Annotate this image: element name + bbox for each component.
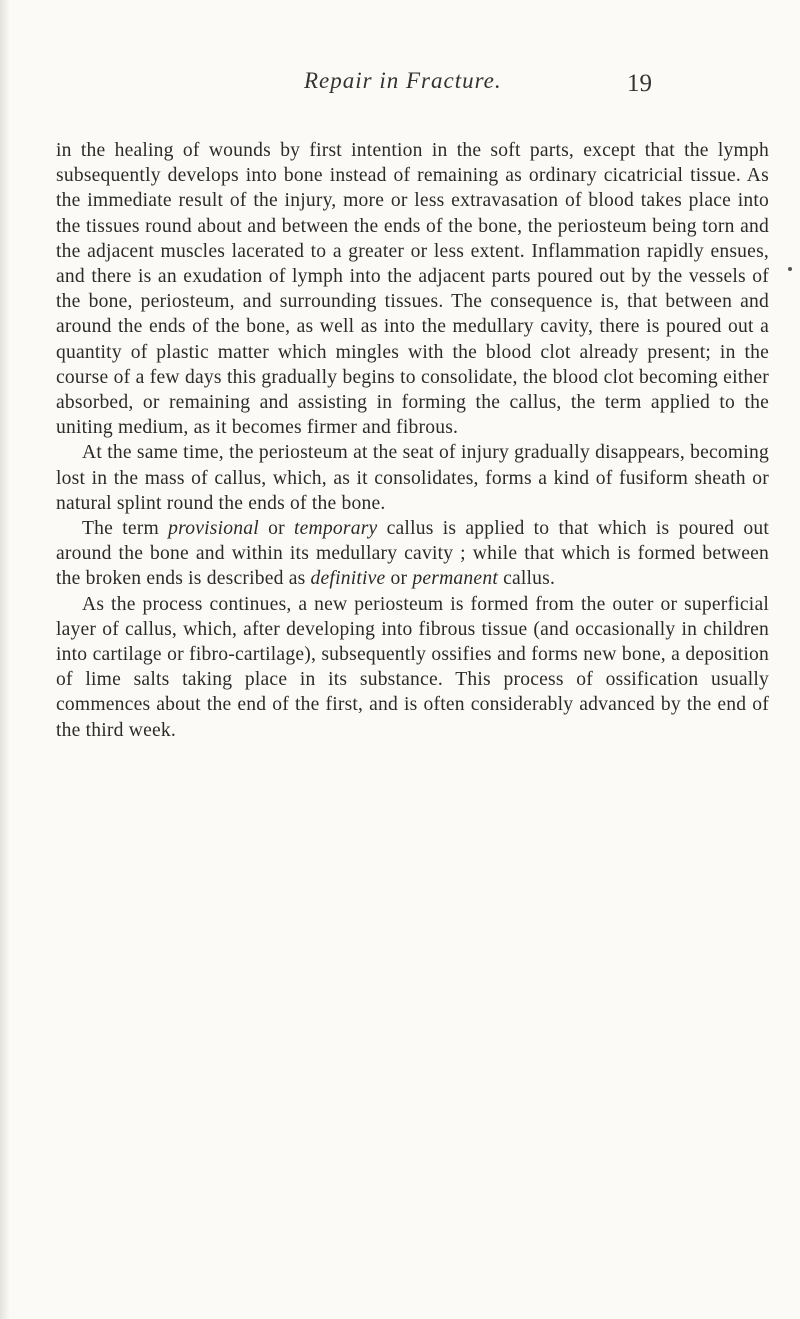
paragraph-2: At the same time, the periosteum at the seat of injury gradually disappears, becoming lost in the mass of callus, which, as it consolidates, forms a kind of fusiform sheath or natural splint round the ends of the bone. (56, 442, 769, 514)
margin-ink-dot (788, 267, 792, 271)
paragraph-3-text-2: or (258, 518, 295, 540)
running-head (0, 68, 800, 98)
body-text (56, 138, 769, 743)
paragraph-3-text-1: The term (82, 518, 169, 540)
term-temporary: temporary (294, 518, 378, 540)
paragraph-3-text-3: callus is applied to that which is poured out around the bone and within its medullary cavity ; while that which is formed between the broken ends is described as (56, 518, 770, 590)
paragraph-3-text-4: or (385, 568, 413, 590)
paragraph-3-text-5: callus. (497, 568, 556, 590)
term-provisional: provisional (168, 518, 259, 540)
paragraph-4: As the process continues, a new periosteum is formed from the outer or superficial layer of callus, which, after developing into fibrous tissue (and occasionally in children into cartilage or fibro-cartilage), subsequently ossifies and forms new bone, a deposition of lime salts taking place in its substance. This process of ossification usually commences about the end of the first, and is often considerably advanced by the end of the third week. (56, 593, 769, 741)
page-number: 19 (627, 70, 652, 97)
paragraph-1: in the healing of wounds by first intention in the soft parts, except that the lymph subsequently develops into bone instead of remaining as ordinary cicatricial tissue. As the immediate result of the injury, more or less extravasation of blood takes place into the tissues round about and between the ends of the bone, the periosteum being torn and the adjacent muscles lacerated to a greater or less extent. Inflammation rapidly ensues, and there is an exudation of lymph into the adjacent parts poured out by the vessels of the bone, periosteum, and surrounding tissues. The consequence is, that between and around the ends of the bone, as well as into the medullary cavity, there is poured out a quantity of plastic matter which mingles with the blood clot already present; in the course of a few days this gradually begins to consolidate, the blood clot becoming either absorbed, or remaining and assisting in forming the callus, the term applied to the uniting medium, as it becomes firmer and fibrous. (56, 140, 769, 439)
paragraph-3 (56, 516, 769, 592)
term-permanent: permanent (412, 568, 498, 590)
page-spine-shadow (0, 0, 10, 1319)
running-head-title: Repair in Fracture. (304, 68, 502, 93)
term-definitive: definitive (310, 568, 386, 590)
